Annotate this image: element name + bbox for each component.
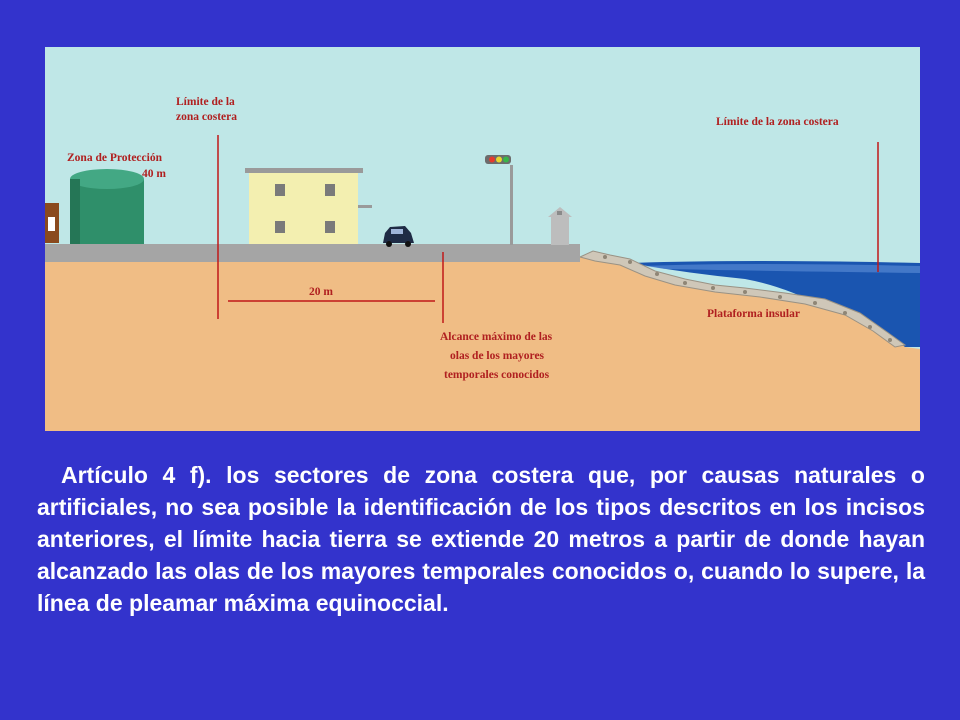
label-left-limit-1: Límite de la [176,96,235,108]
label-wave-reach-1: Alcance máximo de las [440,331,553,343]
coastal-zone-diagram [45,47,920,431]
label-right-limit: Límite de la zona costera [716,116,839,128]
label-insular-platform: Plataforma insular [707,308,800,320]
label-wave-reach-3: temporales conocidos [444,369,550,381]
building [245,168,372,244]
label-protection-zone-2: 40 m [142,168,166,180]
label-distance: 20 m [309,286,333,298]
road [45,244,580,262]
small-hut-window [48,217,55,231]
water-tank [70,169,144,244]
label-left-limit-2: zona costera [176,111,237,123]
article-text: Artículo 4 f). los sectores de zona costera que, por causas naturales o artificiales, no sea posible la identificación de los tipos descritos en los incisos anteriores, el límite hacia tierra se extiende 20 metros a partir de donde hayan alcanzado las olas de los mayores temporales conocidos o, cuando lo supere, la línea de pleamar máxima equinoccial. [37,462,925,616]
diagram-svg [45,47,920,431]
label-wave-reach-2: olas de los mayores [450,350,545,362]
label-protection-zone-1: Zona de Protección [67,152,162,164]
